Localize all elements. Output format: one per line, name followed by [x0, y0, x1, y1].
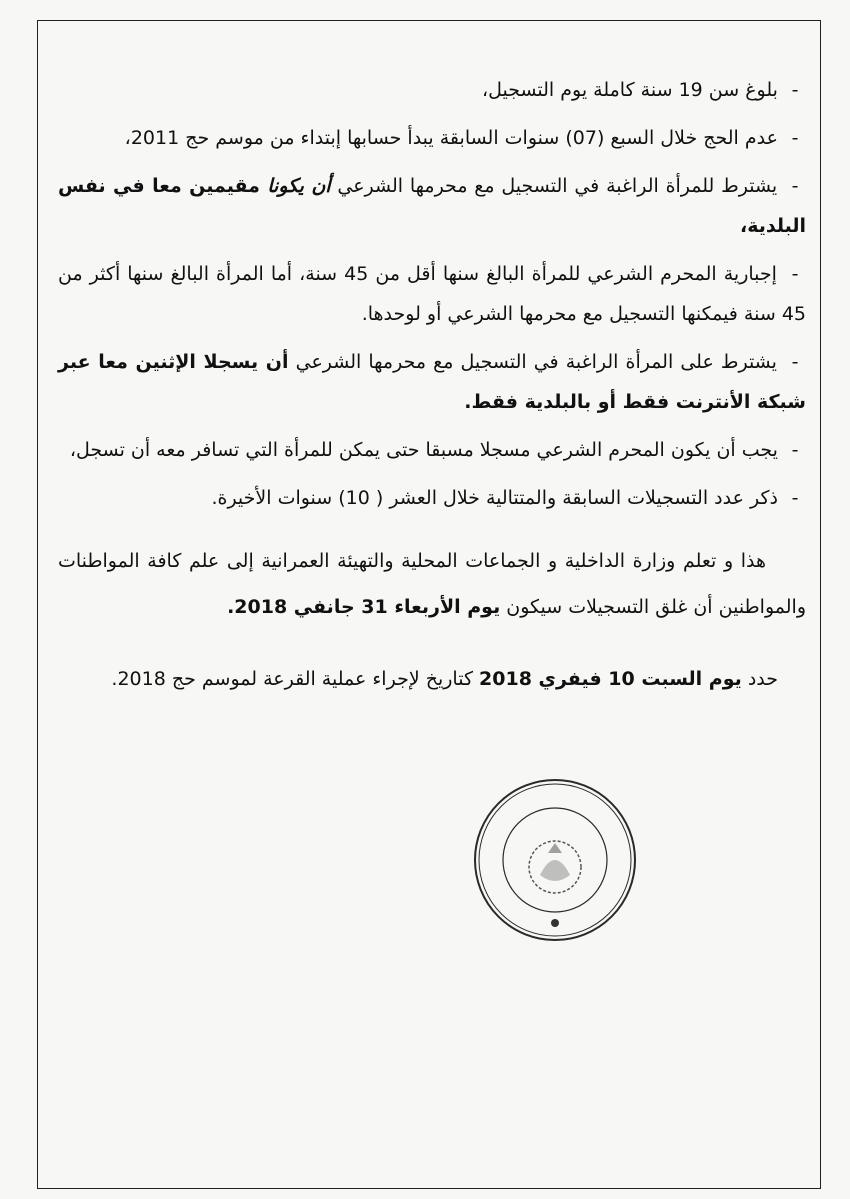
list-item: [58, 430, 806, 470]
bullet-emphasis-bold: أن يسجلا الإثنين معا عبر شبكة الأنترنت فقط أو بالبلدية فقط.: [58, 351, 806, 413]
dash-bullet: -: [791, 175, 799, 197]
bullet-text: إجبارية المحرم الشرعي للمرأة البالغ سنها أقل من 45 سنة، أما المرأة البالغ سنها أكثر من 45 سنة فيمكنها التسجيل مع محرمها الشرعي أو لوحدها.: [58, 263, 806, 325]
list-item: [58, 70, 806, 110]
dash-bullet: -: [791, 127, 799, 149]
bullet-text: يشترط على المرأة الراغبة في التسجيل مع محرمها الشرعي: [288, 351, 777, 373]
svg-text:الجمهورية الجزائرية الديمقراطي: [470, 775, 474, 777]
list-item: [58, 166, 806, 246]
document-body: [58, 70, 806, 702]
bullet-text: عدم الحج خلال السبع (07) سنوات السابقة يبدأ حسابها إبتداء من موسم حج 2011،: [124, 127, 778, 149]
bullet-emphasis-italic: أن يكونا: [267, 175, 331, 197]
list-item: [58, 254, 806, 334]
notice-text: هذا و تعلم وزارة الداخلية و الجماعات المحلية والتهيئة العمرانية إلى علم كافة المواطنات والمواطنين أن غلق التسجيلات سيكون: [58, 550, 806, 618]
svg-text:وزارة الداخلية والجماعات المحل: [470, 775, 475, 778]
dash-bullet: -: [791, 487, 799, 509]
draw-text-pre: حدد: [741, 668, 778, 690]
draw-date: يوم السبت 10 فيفري 2018: [479, 668, 742, 690]
stamp-ring-text: [470, 775, 475, 778]
notice-date: يوم الأربعاء 31 جانفي 2018.: [227, 596, 501, 618]
list-item: [58, 118, 806, 158]
list-item: [58, 478, 806, 518]
bullet-text: بلوغ سن 19 سنة كاملة يوم التسجيل،: [481, 79, 778, 101]
draw-date-line: [58, 656, 778, 702]
dash-bullet: -: [791, 79, 799, 101]
draw-text-post: كتاريخ لإجراء عملية القرعة لموسم حج 2018.: [111, 668, 480, 690]
closing-notice: [58, 538, 806, 630]
bullet-emphasis-bold: مقيمين معا في نفس البلدية،: [58, 175, 806, 237]
dash-bullet: -: [791, 263, 799, 285]
stamp-inner-text: [470, 775, 474, 777]
bullet-text: يجب أن يكون المحرم الشرعي مسجلا مسبقا حتى يمكن للمرأة التي تسافر معه أن تسجل،: [69, 439, 778, 461]
bullet-text: ذكر عدد التسجيلات السابقة والمتتالية خلال العشر ( 10) سنوات الأخيرة.: [211, 487, 778, 509]
dash-bullet: -: [791, 439, 799, 461]
official-seal-icon: [470, 775, 640, 945]
dash-bullet: -: [791, 351, 799, 373]
bullet-text: يشترط للمرأة الراغبة في التسجيل مع محرمها الشرعي: [330, 175, 778, 197]
list-item: [58, 342, 806, 422]
